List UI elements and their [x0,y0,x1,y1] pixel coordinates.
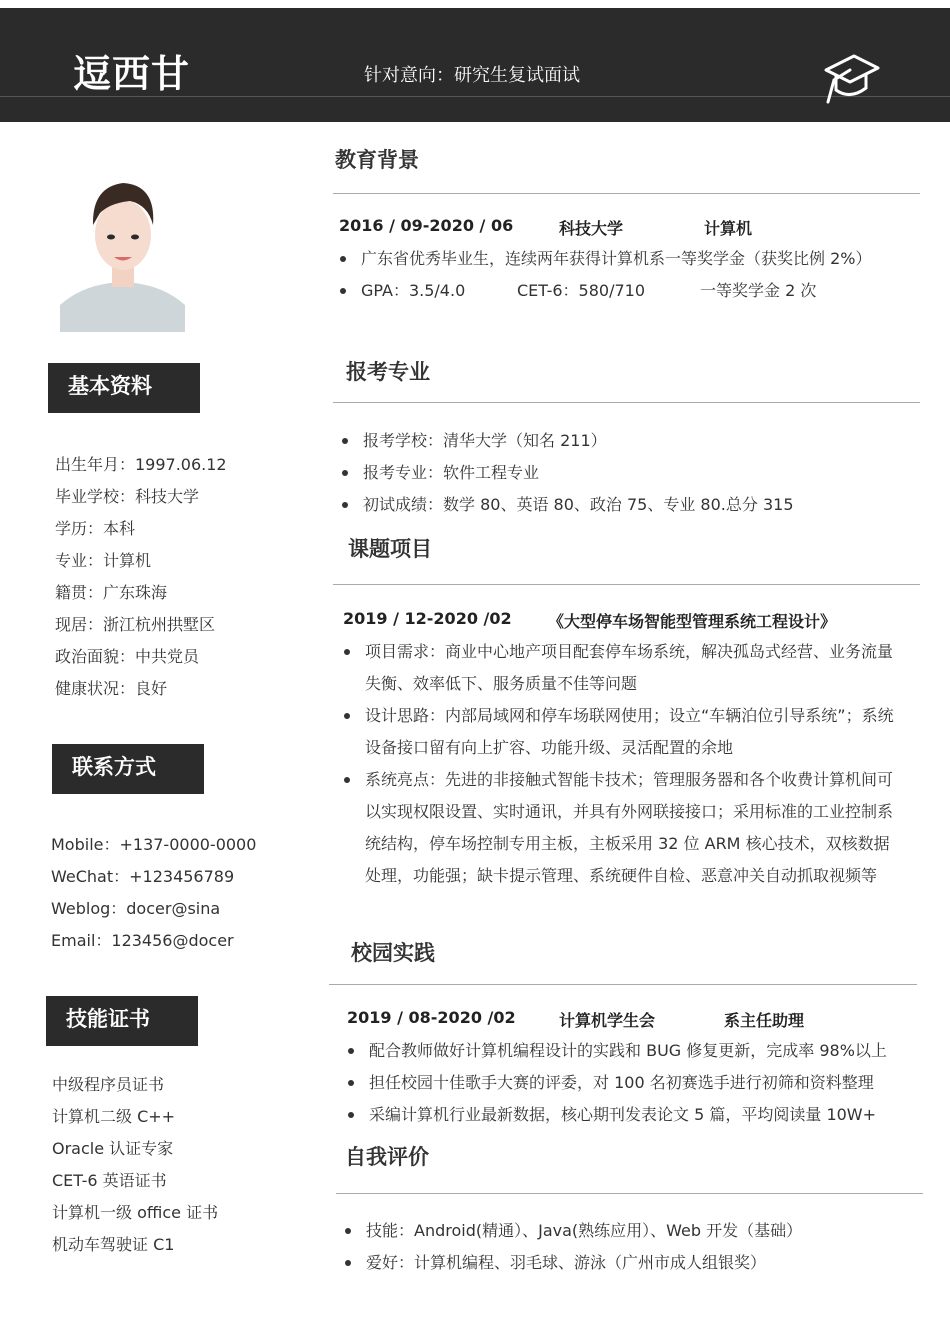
campus-org: 计算机学生会 [559,1011,656,1030]
cet-score: CET-6：580/710 [517,281,646,300]
certificates-list [52,1069,218,1261]
contact-weblog: Weblog：docer@sina [51,899,221,918]
apply-title: 报考专业 [346,360,430,384]
education-entry-head [339,216,899,238]
basic-info-item: 出生年月：1997.06.12 [55,455,227,474]
project-item: 项目需求：商业中心地产项目配套停车场系统，解决孤岛式经营、业务流量失衡、效率低下、服务质量不佳等问题 [341,636,901,700]
project-title: 课题项目 [348,537,432,561]
campus-divider [329,984,917,985]
apply-list [339,425,919,521]
project-divider [333,584,920,585]
project-date: 2019 / 12-2020 /02 [343,609,512,628]
education-divider [333,193,920,194]
basic-info-item: 现居：浙江杭州拱墅区 [55,615,216,634]
campus-list [345,1035,935,1131]
self-eval-item: 爱好：计算机编程、羽毛球、游泳（广州市成人组银奖） [342,1247,922,1279]
basic-info-title: 基本资料 [48,363,200,413]
certificate-item: 中级程序员证书 [52,1075,165,1094]
profile-photo [60,165,185,332]
self-eval-title: 自我评价 [345,1145,429,1169]
candidate-name: 逗西甘 [73,52,191,96]
graduation-cap-icon [822,50,880,105]
contact-email: Email：123456@docer [51,931,234,950]
campus-date: 2019 / 08-2020 /02 [347,1008,516,1027]
education-title: 教育背景 [335,148,419,172]
basic-info-item: 政治面貌：中共党员 [55,647,200,666]
apply-item: 报考学校：清华大学（知名 211） [339,425,919,457]
certificate-item: 机动车驾驶证 C1 [52,1235,175,1254]
basic-info-item: 专业：计算机 [55,551,152,570]
basic-info-item: 健康状况：良好 [55,679,168,698]
education-major: 计算机 [704,219,753,238]
basic-info-item: 籍贯：广东珠海 [55,583,168,602]
gpa-value: GPA：3.5/4.0 [361,281,466,300]
education-scores [337,275,917,307]
education-item: 广东省优秀毕业生，连续两年获得计算机系一等奖学金（获奖比例 2%） [337,243,917,275]
contact-title: 联系方式 [52,744,204,794]
campus-entry-head [347,1008,907,1030]
certificates-title: 技能证书 [46,996,198,1046]
certificate-item: 计算机二级 C++ [52,1107,176,1126]
project-item: 系统亮点：先进的非接触式智能卡技术；管理服务器和各个收费计算机间可以实现权限设置、实时通讯，并具有外网联接接口；采用标准的工业控制系统结构，停车场控制专用主板，主板采用 32 位 ARM 核心技术，双核数据处理，功能强；缺卡提示管理、系统硬件自检、恶意冲关自动抓取视频等 [341,764,901,892]
job-intent: 针对意向：研究生复试面试 [364,65,580,86]
campus-role: 系主任助理 [724,1011,805,1030]
campus-title: 校园实践 [351,941,435,965]
self-eval-item: 技能：Android(精通）、Java(熟练应用）、Web 开发（基础） [342,1215,922,1247]
contact-list [51,829,256,957]
certificate-item: Oracle 认证专家 [52,1139,174,1158]
project-list [341,636,901,892]
project-entry-head [343,609,903,631]
apply-item: 报考专业：软件工程专业 [339,457,919,489]
campus-item: 采编计算机行业最新数据，核心期刊发表论文 5 篇，平均阅读量 10W+ [345,1099,935,1131]
self-eval-list [342,1215,922,1279]
certificate-item: 计算机一级 office 证书 [52,1203,219,1222]
apply-divider [333,402,920,403]
education-date: 2016 / 09-2020 / 06 [339,216,514,235]
basic-info-item: 毕业学校：科技大学 [55,487,200,506]
basic-info-list [55,449,227,705]
scholarship-count: 一等奖学金 2 次 [700,281,817,300]
education-school: 科技大学 [559,219,624,238]
basic-info-item: 学历：本科 [55,519,136,538]
contact-wechat: WeChat：+123456789 [51,867,235,886]
contact-mobile: Mobile：+137-0000-0000 [51,835,257,854]
campus-item: 担任校园十佳歌手大赛的评委，对 100 名初赛选手进行初筛和资料整理 [345,1067,935,1099]
campus-item: 配合教师做好计算机编程设计的实践和 BUG 修复更新，完成率 98%以上 [345,1035,935,1067]
apply-item: 初试成绩：数学 80、英语 80、政治 75、专业 80.总分 315 [339,489,919,521]
education-list [337,243,917,307]
project-item: 设计思路：内部局域网和停车场联网使用；设立“车辆泊位引导系统”；系统设备接口留有向上扩容、功能升级、灵活配置的余地 [341,700,901,764]
self-eval-divider [336,1193,923,1194]
certificate-item: CET-6 英语证书 [52,1171,167,1190]
project-name: 《大型停车场智能型管理系统工程设计》 [548,612,837,631]
